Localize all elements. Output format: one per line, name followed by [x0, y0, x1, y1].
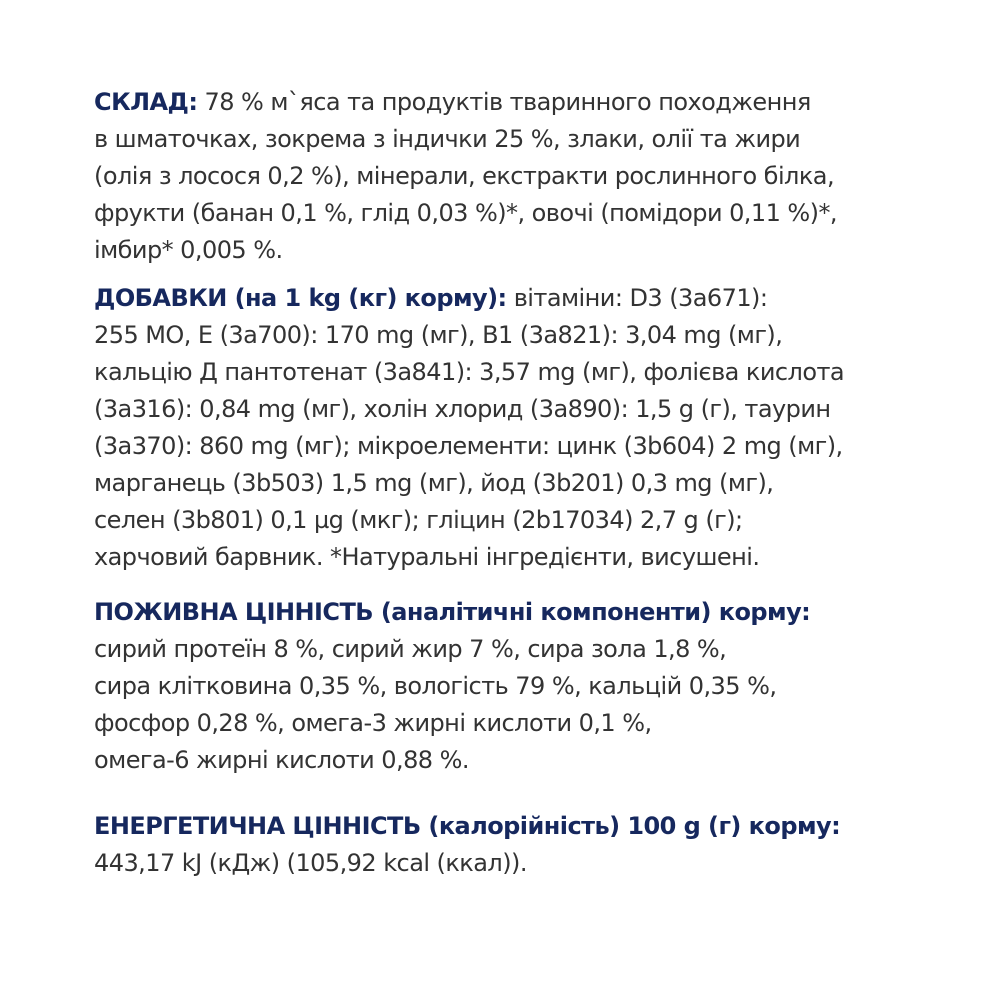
additives-line-2: 255 МО, E (3а700): 170 mg (мг), B1 (3а821): 3,04 mg (мг),: [94, 321, 783, 349]
nutrition-heading: ПОЖИВНА ЦІННІСТЬ (аналітичні компоненти) корму:: [94, 598, 811, 626]
nutrition-section: [94, 594, 974, 779]
composition-line-5: імбир* 0,005 %.: [94, 236, 283, 264]
energy-section: [94, 808, 974, 882]
additives-line-5: (3а370): 860 mg (мг); мікроелементи: цинк (3b604) 2 mg (мг),: [94, 432, 843, 460]
nutrition-line-4: омега-6 жирні кислоти 0,88 %.: [94, 746, 469, 774]
composition-text: 78 % м`яса та продуктів тваринного походження: [197, 88, 811, 116]
nutrition-line-3: фосфор 0,28 %, омега-3 жирні кислоти 0,1 %,: [94, 709, 652, 737]
additives-line-7: селен (3b801) 0,1 µg (мкг); гліцин (2b17034) 2,7 g (г);: [94, 506, 743, 534]
composition-line-1: [94, 84, 974, 121]
composition-line-2: в шматочках, зокрема з індички 25 %, злаки, олії та жири: [94, 125, 801, 153]
additives-line-4: (3а316): 0,84 mg (мг), холін хлорид (3а890): 1,5 g (г), таурин: [94, 395, 831, 423]
additives-line-3: кальцію Д пантотенат (3а841): 3,57 mg (мг), фолієва кислота: [94, 358, 845, 386]
nutrition-line-2: сира клітковина 0,35 %, вологість 79 %, кальцій 0,35 %,: [94, 672, 777, 700]
additives-line-1: [94, 280, 974, 317]
additives-section: [94, 280, 974, 576]
composition-heading: СКЛАД:: [94, 88, 198, 116]
additives-line-6: марганець (3b503) 1,5 mg (мг), йод (3b201) 0,3 mg (мг),: [94, 469, 774, 497]
energy-heading: ЕНЕРГЕТИЧНА ЦІННІСТЬ (калорійність) 100 g (г) корму:: [94, 812, 841, 840]
additives-heading: ДОБАВКИ (на 1 kg (кг) корму):: [94, 284, 507, 312]
composition-line-3: (олія з лосося 0,2 %), мінерали, екстракти рослинного білка,: [94, 162, 835, 190]
nutrition-line-1: сирий протеїн 8 %, сирий жир 7 %, сира зола 1,8 %,: [94, 635, 727, 663]
composition-line-4: фрукти (банан 0,1 %, глід 0,03 %)*, овочі (помідори 0,11 %)*,: [94, 199, 837, 227]
composition-section: [94, 84, 974, 269]
additives-line-8: харчовий барвник. *Натуральні інгредієнти, висушені.: [94, 543, 760, 571]
additives-text: вітаміни: D3 (3а671):: [506, 284, 768, 312]
energy-line-1: 443,17 kJ (кДж) (105,92 kcal (ккал)).: [94, 849, 527, 877]
